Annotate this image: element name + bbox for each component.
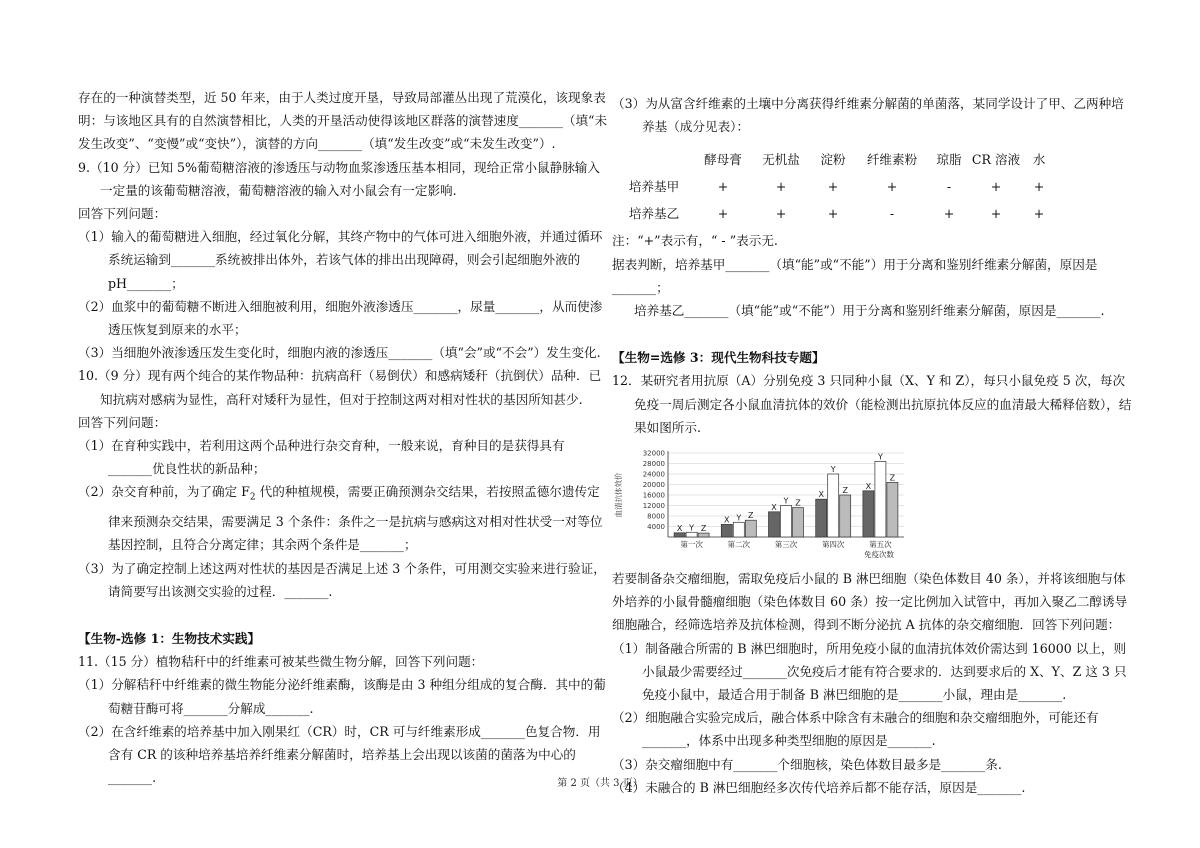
- question-11-part-2: （2）在含纤维素的培养基中加入刚果红（CR）时，CR 可与纤维素形成_______色复合物．用含有 CR 的该种培养基培养纤维素分解菌时，培养基上会出现以该菌的菌落为中心的_______.: [78, 723, 601, 786]
- question-10-prompt: 回答下列问题：: [78, 414, 167, 430]
- table-header: 琼脂: [936, 152, 962, 168]
- table-cell: +: [1033, 179, 1045, 195]
- question-12-part-2: （2）细胞融合实验完成后，融合体系中除含有未融合的细胞和杂交瘤细胞外，可能还有_______，体系中出现多种类型细胞的原因是_______.: [612, 710, 1099, 749]
- bar-series-label: X: [771, 502, 777, 512]
- table-cell: +: [827, 179, 839, 195]
- question-11-part-3: （3）为从富含纤维素的土壤中分离获得纤维素分解菌的单菌落，某同学设计了甲、乙两种培养基（成分见表）：: [612, 96, 1124, 135]
- question-10-part-1: （1）在育种实践中，若利用这两个品种进行杂交育种，一般来说，育种目的是获得具有_______优良性状的新品种；: [78, 438, 565, 477]
- bar-series-label: Z: [889, 473, 896, 483]
- antibody-titer-chart: [612, 445, 912, 563]
- table-cell: 培养基乙: [628, 206, 680, 222]
- table-cell: +: [775, 206, 787, 222]
- judgement-medium-a: 据表判断，培养基甲_______（填“能”或“不能”）用于分离和鉴别纤维素分解菌，原因是_______；: [612, 256, 1098, 295]
- bar-series-label: Y: [830, 465, 836, 475]
- bar: [686, 532, 697, 537]
- page-footer: 第 2 页（共 3 页）: [557, 778, 643, 789]
- question-12: 12．某研究者用抗原（A）分别免疫 3 只同种小鼠（X、Y 和 Z），每只小鼠免疫 5 次，每次免疫一周后测定各小鼠血清抗体的效价（能检测出抗原抗体反应的血清最大稀释倍数），结果如图所示.: [612, 373, 1132, 435]
- medium-table: [614, 146, 1056, 227]
- bar: [698, 533, 709, 537]
- bar-series-label: Y: [877, 452, 883, 462]
- table-row: [614, 173, 1056, 200]
- bar-series-label: Z: [842, 486, 848, 496]
- bar-series-label: Z: [795, 498, 801, 508]
- question-12-context: 若要制备杂交瘤细胞，需取免疫后小鼠的 B 淋巴细胞（染色体数目 40 条），并将该细胞与体外培养的小鼠骨髓瘤细胞（染色体数目 60 条）按一定比例加入试管中，再加入聚乙二醇诱导细胞融合，经筛选培养及抗体检测，得到不断分泌抗 A 抗体的杂交瘤细胞．回答下列问题：: [612, 571, 1128, 633]
- bar-series-label: Z: [700, 524, 707, 534]
- table-header: [614, 146, 694, 173]
- x-tick-label: 第二次: [727, 540, 751, 550]
- table-cell: -: [946, 179, 952, 195]
- bar-series-label: Y: [783, 496, 789, 506]
- table-row: [614, 200, 1056, 227]
- bar: [745, 520, 756, 537]
- table-cell: +: [886, 179, 898, 195]
- table-note: 注：“+”表示有，“ - ”表示无.: [612, 233, 778, 249]
- x-tick-label: 第一次: [680, 540, 703, 550]
- question-12-part-4: （4）未融合的 B 淋巴细胞经多次传代培养后都不能存活，原因是_______.: [612, 779, 1026, 795]
- question-12-part-1: （1）制备融合所需的 B 淋巴细胞时，所用免疫小鼠的血清抗体效价需达到 16000 以上，则小鼠最少需要经过_______次免疫后才能有符合要求的．达到要求后的 X、Y、Z 这 3 只免疫小鼠中，最适合用于制备 B 淋巴细胞的是_______小鼠，理由是_______.: [612, 640, 1127, 703]
- question-9-part-3: （3）当细胞外液渗透压发生变化时，细胞内液的渗透压_______（填“会”或“不会”）发生变化.: [78, 345, 601, 361]
- table-cell: +: [990, 206, 1002, 222]
- x-axis-label: 免疫次数: [864, 550, 894, 560]
- y-tick-label: 28000: [642, 460, 665, 469]
- bar: [887, 482, 898, 537]
- table-header: CR 溶液: [971, 152, 1021, 168]
- section-heading-elective-3: 【生物=选修 3：现代生物科技专题】: [612, 350, 825, 366]
- paragraph-succession: 存在的一种演替类型，近 50 年来，由于人类过度开垦，导致局部灌丛出现了荒漠化，该现象表明：与该地区具有的自然演替相比，人类的开垦活动使得该地区群落的演替速度_______（填“未发生改变”、“变慢”或“变快”），演替的方向_______（填“发生改变”或“未发生改变”）.: [78, 90, 608, 152]
- bar: [769, 512, 780, 537]
- table-cell: +: [990, 179, 1002, 195]
- question-12-part-3: （3）杂交瘤细胞中有_______个细胞核，染色体数目最多是_______条.: [612, 756, 1002, 772]
- x-tick-label: 第三次: [774, 540, 798, 550]
- table-cell: +: [827, 206, 839, 222]
- table-header: 淀粉: [820, 152, 846, 168]
- table-cell: +: [1033, 206, 1045, 222]
- x-tick-label: 第五次: [869, 540, 892, 550]
- table-header: 酵母膏: [704, 152, 742, 168]
- y-tick-label: 24000: [642, 470, 665, 479]
- bar-series-label: X: [676, 523, 683, 533]
- section-heading-elective-1: 【生物-选修 1：生物技术实践】: [78, 630, 261, 646]
- bar-series-label: X: [865, 481, 872, 491]
- bar-series-label: X: [818, 490, 824, 500]
- y-tick-label: 20000: [642, 481, 665, 490]
- bar-series-label: Y: [736, 513, 742, 523]
- bar: [816, 499, 827, 537]
- table-cell: +: [717, 206, 729, 222]
- table-cell: -: [889, 206, 895, 222]
- question-9-part-1: （1）输入的葡萄糖进入细胞，经过氧化分解，其终产物中的气体可进入细胞外液，并通过循环系统运输到_______系统被排出体外，若该气体的排出出现障碍，则会引起细胞外液的 pH_______；: [78, 229, 603, 291]
- table-header: 水: [1032, 152, 1046, 168]
- bar: [721, 524, 732, 537]
- bar: [733, 522, 744, 537]
- question-9: 9.（10 分）已知 5%葡萄糖溶液的渗透压与动物血浆渗透压基本相同，现给正常小鼠静脉输入一定量的该葡萄糖溶液，葡萄糖溶液的输入对小鼠会有一定影响.: [78, 159, 600, 198]
- bar-series-label: Z: [748, 511, 754, 521]
- bar: [674, 533, 685, 537]
- bar-series-label: Y: [689, 523, 695, 533]
- table-cell: +: [717, 179, 729, 195]
- bar: [875, 461, 886, 537]
- y-tick-label: 32000: [642, 449, 665, 458]
- question-10-part-2: （2）杂交育种前，为了确定 $F_2$ 代的种植规模，需要正确预测杂交结果，若按照孟德尔遗传定律来预测杂交结果，需要满足 3 个条件：条件之一是抗病与感病这对相对性状受一对等位基因控制，且符合分离定律；其余两个条件是_______；: [78, 484, 603, 553]
- judgement-medium-b: 培养基乙_______（填“能”或“不能”）用于分离和鉴别纤维素分解菌，原因是_______.: [634, 303, 1105, 319]
- question-9-prompt: 回答下列问题：: [78, 206, 167, 222]
- y-axis-label: 血清抗体效价: [614, 472, 623, 518]
- y-tick-label: 12000: [642, 502, 665, 511]
- x-tick-label: 第四次: [821, 540, 845, 550]
- question-10-part-3: （3）为了确定控制上述这两对性状的基因是否满足上述 3 个条件，可用测交实验来进行验证，请简要写出该测交实验的过程．_______.: [78, 560, 606, 599]
- y-tick-label: 8000: [647, 512, 665, 521]
- table-cell: +: [943, 206, 955, 222]
- bar: [828, 474, 839, 537]
- y-tick-label: 4000: [647, 523, 665, 532]
- bar: [781, 506, 792, 538]
- left-column: [78, 86, 608, 789]
- right-column: [612, 92, 1132, 799]
- question-10: 10.（9 分）现有两个纯合的某作物品种：抗病高秆（易倒伏）和感病矮秆（抗倒伏）品种．已知抗病对感病为显性，高秆对矮秆为显性，但对于控制这两对相对性状的基因所知甚少.: [78, 368, 602, 407]
- question-11: 11.（15 分）植物秸秆中的纤维素可被某些微生物分解，回答下列问题：: [78, 654, 484, 670]
- table-header: 无机盐: [762, 152, 800, 168]
- table-header: 纤维素粉: [866, 152, 918, 168]
- bar-series-label: X: [724, 515, 730, 525]
- bar: [793, 508, 804, 537]
- bar: [863, 491, 874, 537]
- question-9-part-2: （2）血浆中的葡萄糖不断进入细胞被利用，细胞外液渗透压_______，尿量_______，从而使渗透压恢复到原来的水平；: [78, 298, 603, 338]
- question-11-part-1: （1）分解秸秆中纤维素的微生物能分泌纤维素酶，该酶是由 3 种组分组成的复合酶．其中的葡萄糖苷酶可将_______分解成_______.: [78, 677, 606, 716]
- table-cell: 培养基甲: [628, 179, 680, 195]
- bar: [840, 495, 851, 537]
- table-cell: +: [775, 179, 787, 195]
- y-tick-label: 16000: [642, 491, 665, 500]
- table-header-row: [614, 146, 1056, 173]
